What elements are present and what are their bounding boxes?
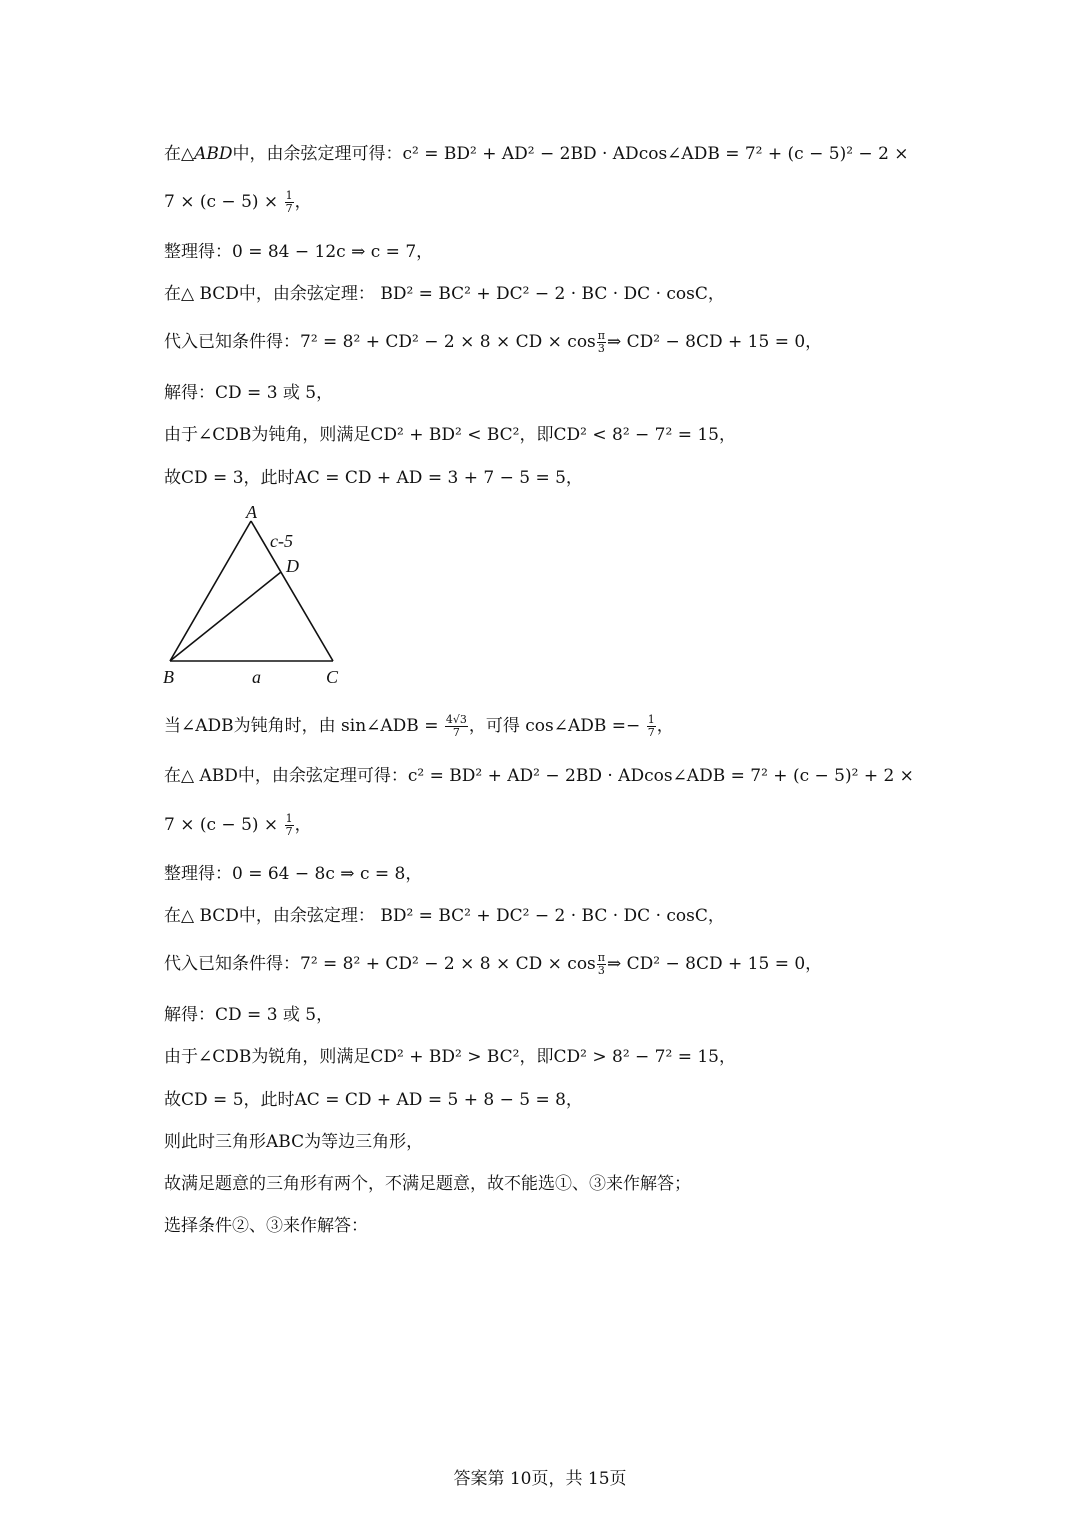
text-span: 7 × (c − 5) × (164, 192, 284, 212)
side-ab (170, 521, 251, 661)
text-line: 在△ BCD中，由余弦定理： BD² = BC² + DC² − 2 · BC · DC · cosC， (164, 284, 725, 304)
numerator: 1 (285, 812, 293, 825)
text-span: 代入已知条件得：7² = 8² + CD² − 2 × 8 × CD × cos (164, 332, 596, 352)
text-line: 由于∠CDB为锐角，则满足CD² + BD² > BC²，即CD² > 8² − 7² = 15， (164, 1047, 736, 1067)
numerator: π (597, 951, 606, 964)
text-line: 选择条件②、③来作解答： (164, 1216, 368, 1236)
denominator: 7 (285, 825, 293, 838)
vertex-label-d: D (286, 556, 299, 576)
denominator: 7 (647, 726, 655, 739)
text-span: ， (294, 815, 312, 835)
denominator: 3 (597, 964, 605, 977)
vertex-label-b: B (163, 667, 174, 687)
text-span: ⇒ CD² − 8CD + 15 = 0， (607, 954, 823, 974)
text-span: 在△ (164, 144, 195, 164)
denominator: 3 (597, 342, 605, 355)
text-line: 解得：CD = 3 或 5， (164, 1005, 334, 1025)
text-span: ， (656, 716, 674, 736)
numerator: 4√3 (445, 713, 467, 726)
fraction (647, 714, 656, 739)
text-span: 7 × (c − 5) × (164, 815, 284, 835)
vertex-label-c: C (326, 667, 339, 687)
text-line (164, 330, 822, 355)
denominator: 7 (285, 202, 293, 215)
text-line (164, 813, 312, 838)
numerator: π (597, 329, 606, 342)
text-line: 故满足题意的三角形有两个，不满足题意，故不能选①、③来作解答； (164, 1174, 691, 1194)
text-line: 则此时三角形ABC为等边三角形， (164, 1132, 424, 1152)
text-line: 故CD = 5，此时AC = CD + AD = 5 + 8 − 5 = 8， (164, 1090, 583, 1110)
text-line: 故CD = 3，此时AC = CD + AD = 3 + 7 − 5 = 5， (164, 468, 583, 488)
text-line (164, 142, 909, 166)
segment-bd (170, 572, 281, 661)
side-label-bc: a (252, 667, 261, 687)
page-footer: 答案第 10页，共 15页 (453, 1469, 627, 1489)
text-span: ，可得 cos∠ADB =− (468, 716, 646, 736)
text-line (164, 190, 312, 215)
text-span: 中，由余弦定理可得：c² = BD² + AD² − 2BD · ADcos∠ADB = 7² + (c − 5)² − 2 × (232, 144, 909, 164)
fraction (445, 714, 468, 739)
fraction (597, 952, 606, 977)
text-span: 当∠ADB为钝角时，由 sin∠ADB = (164, 716, 444, 736)
fraction (285, 813, 294, 838)
text-line (164, 714, 674, 739)
vertex-label-a: A (246, 502, 257, 522)
text-line: 在△ BCD中，由余弦定理： BD² = BC² + DC² − 2 · BC · DC · cosC， (164, 906, 725, 926)
fraction (597, 330, 606, 355)
triangle-figure (150, 495, 370, 695)
text-line (164, 952, 822, 977)
denominator: 7 (452, 726, 460, 739)
numerator: 1 (285, 189, 293, 202)
fraction (285, 190, 294, 215)
text-line: 解得：CD = 3 或 5， (164, 383, 334, 403)
text-span: ABD (194, 144, 233, 164)
text-line: 在△ ABD中，由余弦定理可得：c² = BD² + AD² − 2BD · ADcos∠ADB = 7² + (c − 5)² + 2 × (164, 766, 914, 786)
text-span: ⇒ CD² − 8CD + 15 = 0， (607, 332, 823, 352)
text-line: 由于∠CDB为钝角，则满足CD² + BD² < BC²，即CD² < 8² − 7² = 15， (164, 425, 736, 445)
text-span: ， (294, 192, 312, 212)
text-span: 代入已知条件得：7² = 8² + CD² − 2 × 8 × CD × cos (164, 954, 596, 974)
side-label-ad: c-5 (270, 531, 293, 551)
text-line: 整理得：0 = 64 − 8c ⇒ c = 8， (164, 864, 423, 884)
numerator: 1 (647, 713, 655, 726)
text-line: 整理得：0 = 84 − 12c ⇒ c = 7， (164, 242, 434, 262)
